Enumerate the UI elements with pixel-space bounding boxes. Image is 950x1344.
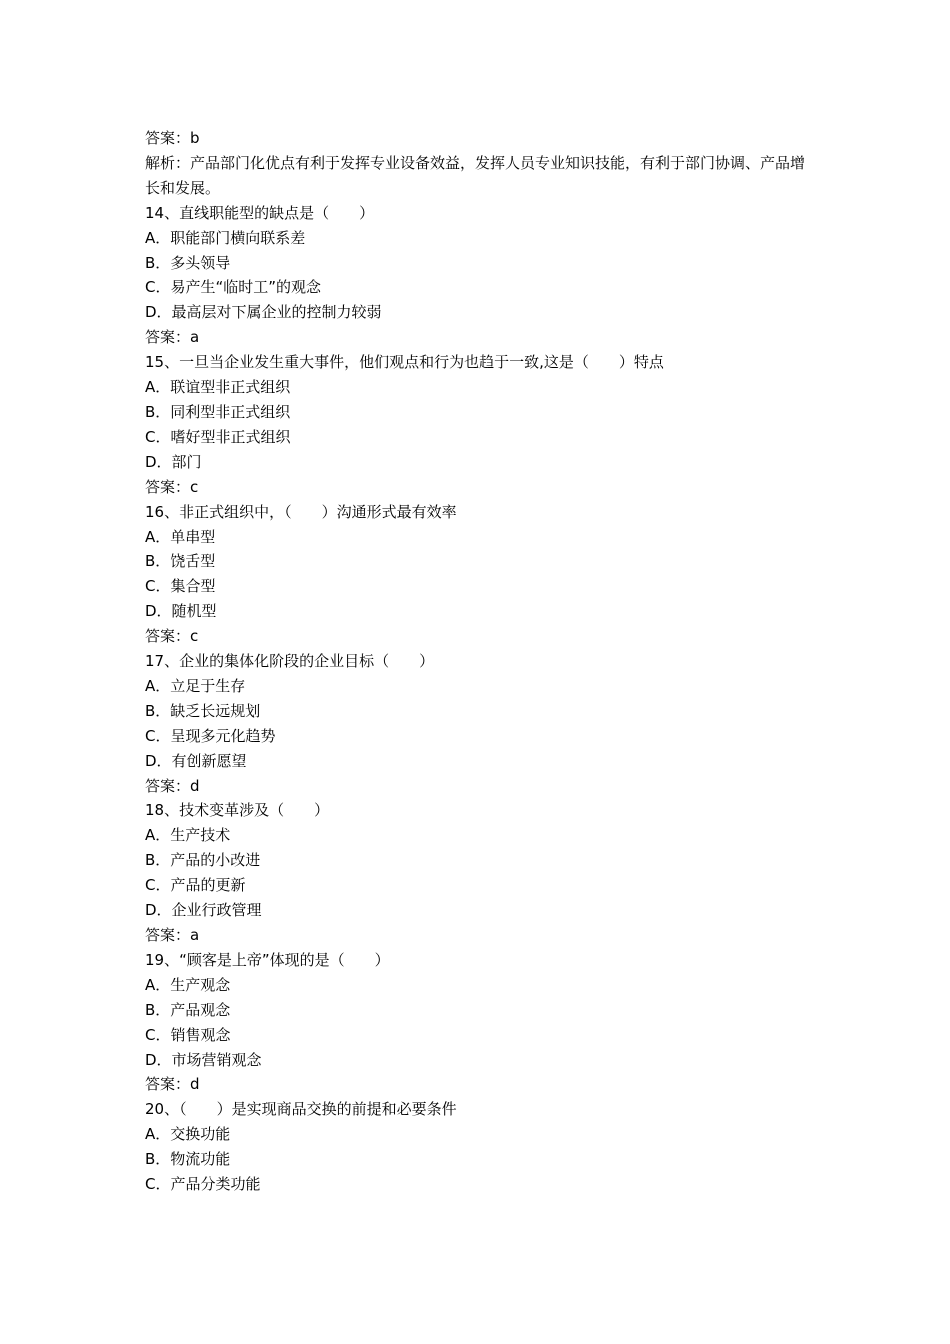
question-line: 14、直线职能型的缺点是（ ） bbox=[145, 203, 375, 222]
answer-line: 答案：d bbox=[145, 776, 200, 795]
option-line: B．同利型非正式组织 bbox=[145, 402, 291, 421]
option-line: C．呈现多元化趋势 bbox=[145, 726, 276, 745]
option-line: C．产品的更新 bbox=[145, 876, 246, 895]
option-line: D．企业行政管理 bbox=[145, 901, 262, 920]
answer-line: 答案：a bbox=[145, 926, 200, 944]
question-line: 16、非正式组织中，（ ）沟通形式最有效率 bbox=[145, 502, 457, 521]
answer-line: 答案：c bbox=[145, 477, 199, 496]
answer-line: 答案：d bbox=[145, 1075, 200, 1094]
option-line: A．职能部门横向联系差 bbox=[145, 228, 306, 247]
option-line: B．饶舌型 bbox=[145, 552, 216, 571]
option-line: D．部门 bbox=[145, 452, 202, 471]
analysis-paragraph: 解析：产品部门化优点有利于发挥专业设备效益，发挥人员专业知识技能，有利于部门协调、产品增长和发展。 bbox=[145, 153, 806, 197]
option-line: B．物流功能 bbox=[145, 1150, 231, 1169]
option-line: A．立足于生存 bbox=[145, 676, 246, 695]
answer-line: 答案：a bbox=[145, 328, 200, 347]
option-line: B．产品观念 bbox=[145, 1000, 231, 1019]
option-line: D．最高层对下属企业的控制力较弱 bbox=[145, 303, 382, 322]
answer-line: 答案：c bbox=[145, 627, 199, 646]
option-line: A．单串型 bbox=[145, 527, 216, 546]
option-line: C．易产生“临时工”的观念 bbox=[145, 278, 322, 297]
option-line: D．市场营销观念 bbox=[145, 1050, 262, 1069]
option-line: B．缺乏长远规划 bbox=[145, 701, 261, 720]
option-line: B．多头领导 bbox=[145, 253, 231, 272]
option-line: A．交换功能 bbox=[145, 1125, 231, 1144]
text-block-after bbox=[145, 201, 810, 1197]
question-line: 18、技术变革涉及（ ） bbox=[145, 801, 330, 820]
document-body bbox=[145, 126, 810, 1197]
question-line: 17、企业的集体化阶段的企业目标（ ） bbox=[145, 652, 435, 671]
question-line: 15、一旦当企业发生重大事件，他们观点和行为也趋于一致,这是（ ）特点 bbox=[145, 353, 664, 372]
option-line: D．有创新愿望 bbox=[145, 751, 247, 770]
question-line: 20、（ ）是实现商品交换的前提和必要条件 bbox=[145, 1100, 457, 1119]
text-block-before bbox=[145, 126, 810, 151]
option-line: A．生产技术 bbox=[145, 826, 231, 845]
answer-line: 答案：b bbox=[145, 129, 200, 147]
option-line: C．嗜好型非正式组织 bbox=[145, 427, 291, 446]
option-line: C．集合型 bbox=[145, 577, 216, 596]
question-line: 19、“顾客是上帝”体现的是（ ） bbox=[145, 950, 390, 969]
option-line: C．产品分类功能 bbox=[145, 1175, 261, 1194]
option-line: C．销售观念 bbox=[145, 1025, 231, 1044]
option-line: B．产品的小改进 bbox=[145, 851, 261, 870]
option-line: D．随机型 bbox=[145, 602, 217, 621]
option-line: A．生产观念 bbox=[145, 975, 231, 994]
option-line: A．联谊型非正式组织 bbox=[145, 378, 291, 397]
